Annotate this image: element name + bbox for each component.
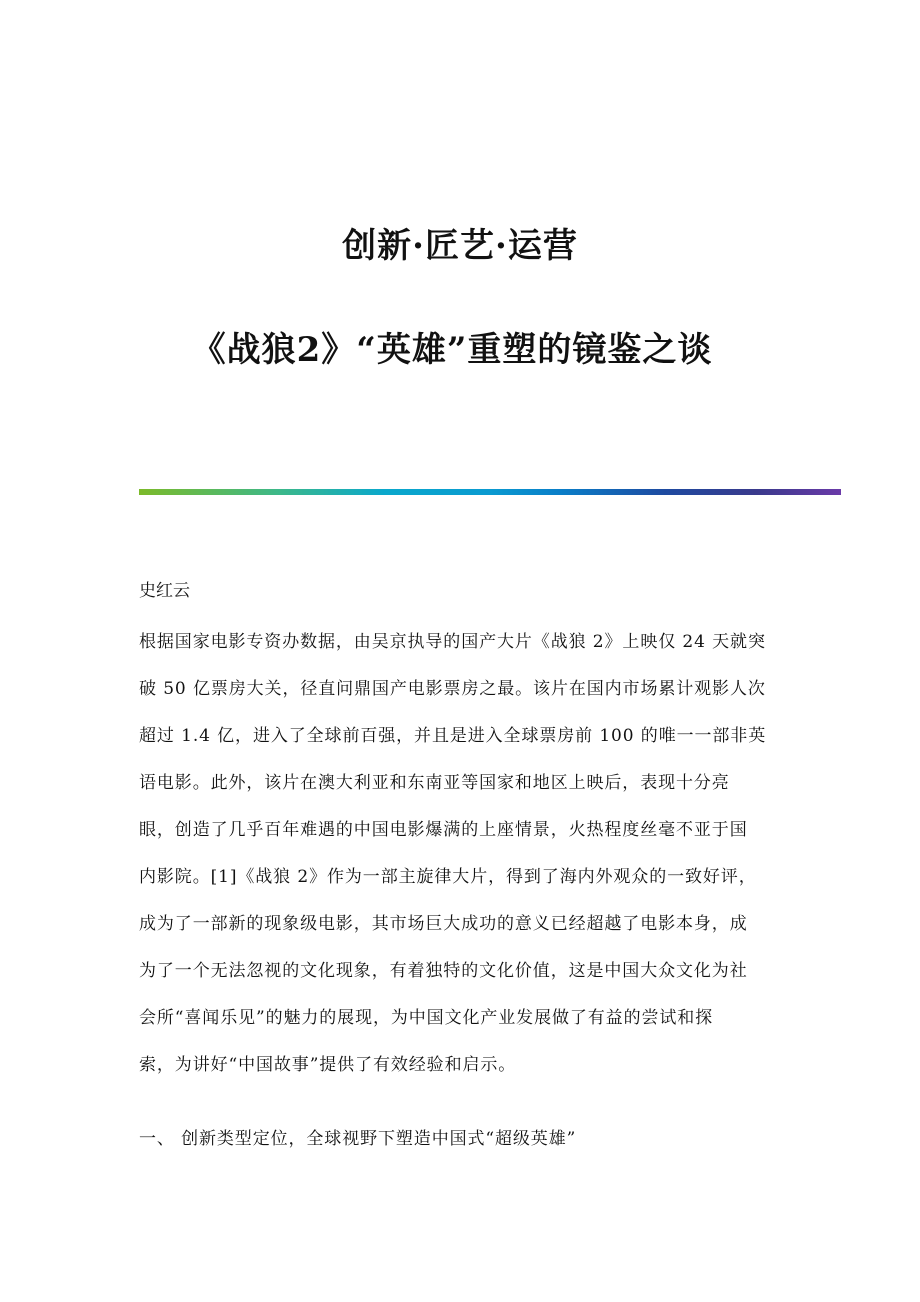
paragraph-line: 语电影。此外，该片在澳大利亚和东南亚等国家和地区上映后，表现十分亮 — [139, 773, 730, 793]
section-heading: 一、 创新类型定位，全球视野下塑造中国式“超级英雄” — [139, 1129, 577, 1149]
paragraph-line: 眼，创造了几乎百年难遇的中国电影爆满的上座情景，火热程度丝毫不亚于国 — [139, 820, 748, 840]
document-title: 创新·匠艺·运营 — [342, 226, 578, 266]
paragraph-line: 超过 1.4 亿，进入了全球前百强，并且是进入全球票房前 100 的唯一一部非英 — [139, 726, 767, 746]
paragraph-line: 根据国家电影专资办数据，由吴京执导的国产大片《战狼 2》上映仅 24 天就突 — [139, 632, 766, 652]
paragraph-line: 内影院。[1]《战狼 2》作为一部主旋律大片，得到了海内外观众的一致好评， — [139, 867, 757, 887]
gradient-divider — [139, 489, 841, 495]
paragraph-line: 破 50 亿票房大关，径直问鼎国产电影票房之最。该片在国内市场累计观影人次 — [139, 679, 766, 699]
document-subtitle: 《战狼2》“英雄”重塑的镜鉴之谈 — [191, 330, 713, 370]
author-name: 史红云 — [139, 581, 190, 601]
paragraph-line: 会所“喜闻乐见”的魅力的展现，为中国文化产业发展做了有益的尝试和探 — [139, 1008, 714, 1028]
paragraph-line: 索，为讲好“中国故事”提供了有效经验和启示。 — [139, 1055, 517, 1075]
body-paragraph — [139, 630, 799, 1100]
paragraph-line: 为了一个无法忽视的文化现象，有着独特的文化价值，这是中国大众文化为社 — [139, 961, 748, 981]
paragraph-line: 成为了一部新的现象级电影，其市场巨大成功的意义已经超越了电影本身，成 — [139, 914, 748, 934]
